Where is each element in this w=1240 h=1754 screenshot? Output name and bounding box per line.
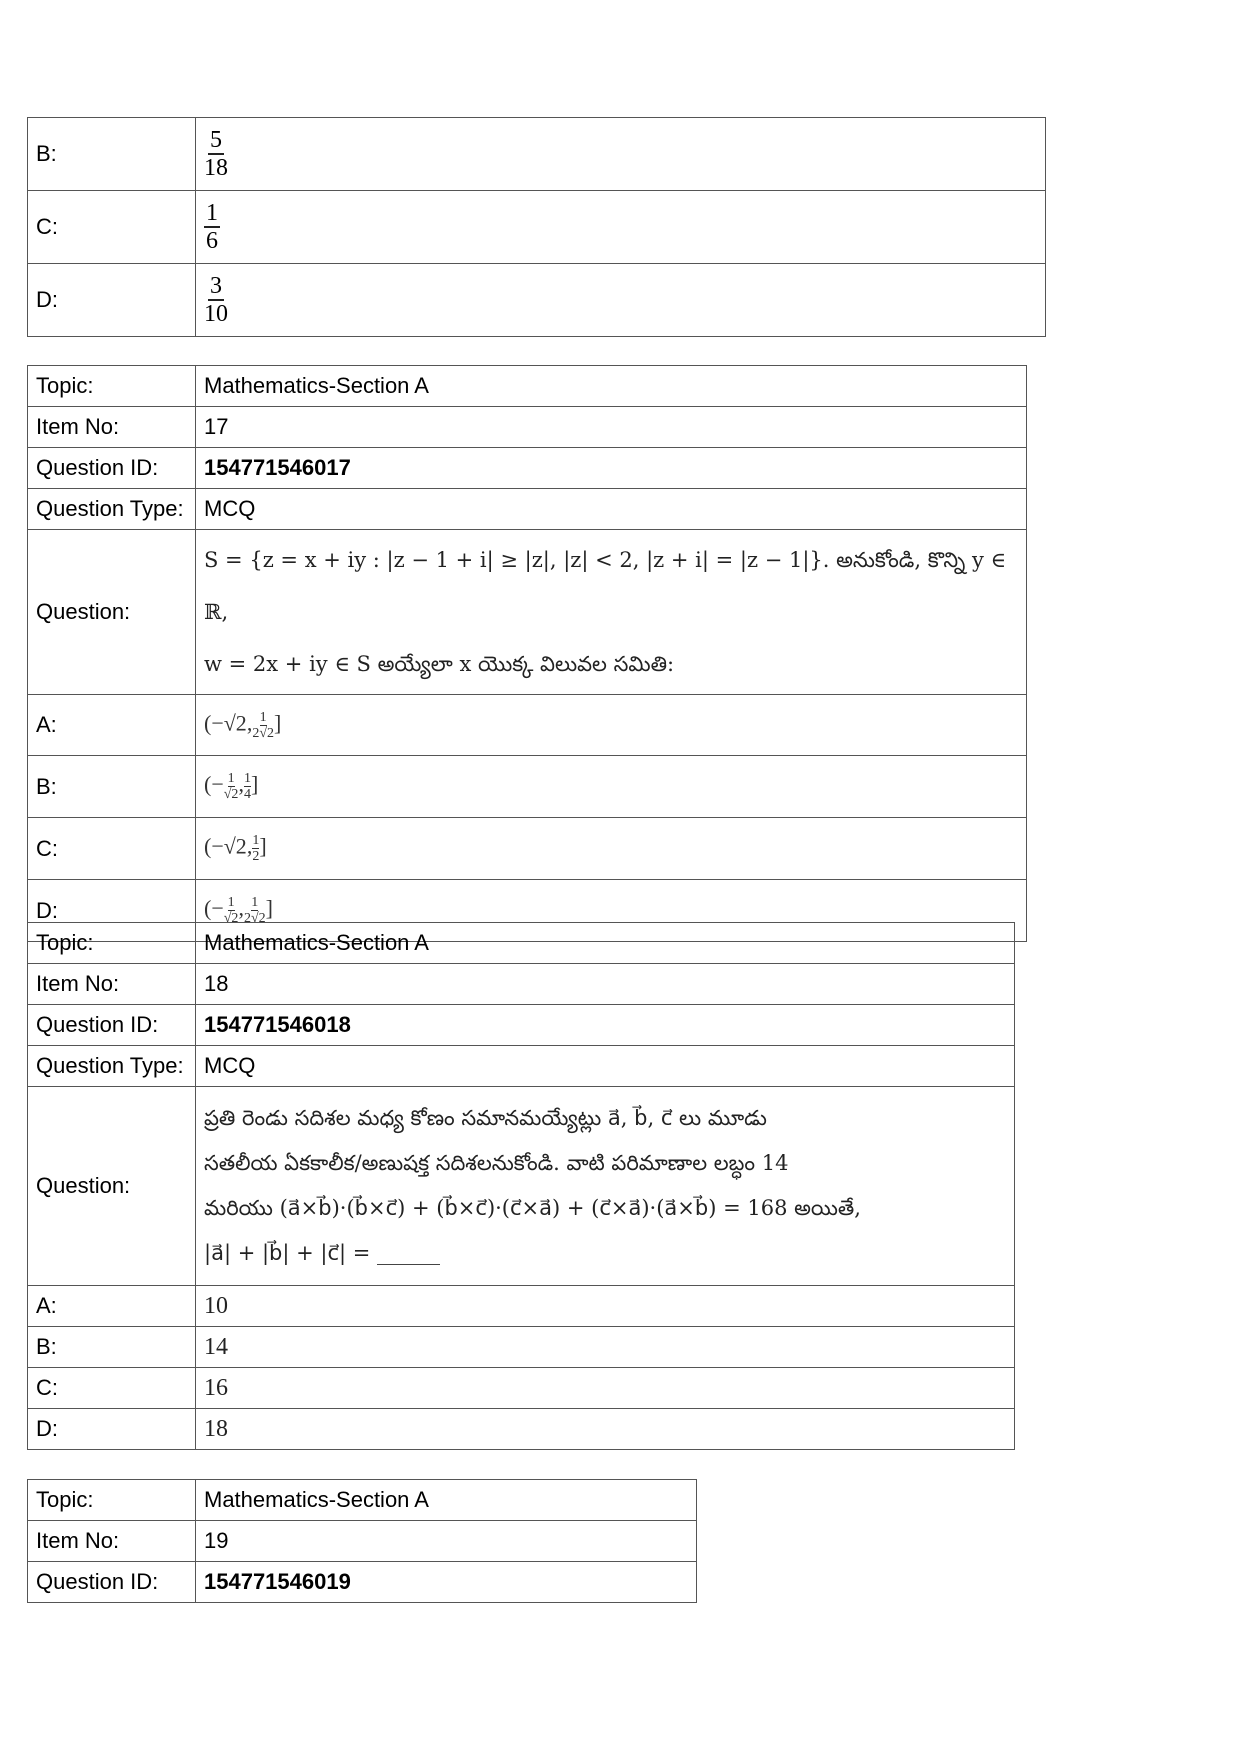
q19-topic-row bbox=[28, 1480, 697, 1521]
item-no-label: Item No: bbox=[28, 407, 196, 448]
q17-option-b-value bbox=[196, 756, 1027, 818]
q17-option-a-value bbox=[196, 695, 1027, 756]
q19-item-no: 19 bbox=[196, 1521, 697, 1562]
q16-option-b-value bbox=[196, 118, 1046, 191]
interval-sep: , bbox=[238, 895, 244, 921]
q18-option-b-row bbox=[28, 1327, 1015, 1368]
q17-option-a-row bbox=[28, 695, 1027, 756]
question-type-label: Question Type: bbox=[28, 489, 196, 530]
q18-question-type: MCQ bbox=[196, 1046, 1015, 1087]
option-c-label: C: bbox=[28, 191, 196, 264]
q18-type-row bbox=[28, 1046, 1015, 1087]
option-d-label: D: bbox=[28, 880, 196, 942]
q18-option-d-row bbox=[28, 1409, 1015, 1450]
q19-topic: Mathematics-Section A bbox=[196, 1480, 697, 1521]
q16-option-c-value bbox=[196, 191, 1046, 264]
q16-option-d-row bbox=[28, 264, 1046, 337]
interval-open: ( bbox=[204, 833, 212, 859]
interval-open: ( bbox=[204, 710, 212, 736]
fraction-denominator: 2 bbox=[252, 849, 260, 864]
question-id-label: Question ID: bbox=[28, 448, 196, 489]
q18-id-row bbox=[28, 1005, 1015, 1046]
fraction bbox=[204, 273, 228, 327]
q18-item-row bbox=[28, 964, 1015, 1005]
question-label: Question: bbox=[28, 530, 196, 695]
q17-item-no: 17 bbox=[196, 407, 1027, 448]
q18-question-id: 154771546018 bbox=[196, 1005, 1015, 1046]
topic-label: Topic: bbox=[28, 1480, 196, 1521]
q17-type-row bbox=[28, 489, 1027, 530]
q17-option-c-row bbox=[28, 818, 1027, 880]
q18-table bbox=[27, 922, 1015, 1450]
fraction-numerator: 3 bbox=[210, 273, 222, 299]
q18-topic: Mathematics-Section A bbox=[196, 923, 1015, 964]
fraction bbox=[252, 710, 274, 741]
q18-question-text bbox=[196, 1087, 1015, 1286]
q16-options-table bbox=[27, 117, 1046, 337]
fraction-numerator: 1 bbox=[259, 709, 267, 725]
q17-table bbox=[27, 365, 1027, 942]
topic-label: Topic: bbox=[28, 923, 196, 964]
q18-item-no: 18 bbox=[196, 964, 1015, 1005]
interval-close: ] bbox=[265, 895, 273, 921]
q17-id-row bbox=[28, 448, 1027, 489]
fraction-denominator: 2√2 bbox=[252, 725, 274, 741]
interval-sep: , bbox=[246, 833, 253, 859]
q18-option-c-value: 16 bbox=[196, 1368, 1015, 1409]
q18-question-line2: సతలీయ ఏకకాలీక/అణుషక్త సదిశలనుకోండి. వాటి పరిమాణాల లబ్ధం 14 bbox=[204, 1151, 789, 1175]
q17-question-id: 154771546017 bbox=[196, 448, 1027, 489]
q18-topic-row bbox=[28, 923, 1015, 964]
q18-question-line4: |a⃗| + |b⃗| + |c⃗| = ______ bbox=[204, 1241, 441, 1265]
q18-question-row bbox=[28, 1087, 1015, 1286]
fraction-denominator: √2 bbox=[223, 911, 239, 926]
fraction-denominator: 10 bbox=[204, 301, 228, 327]
interval-lower: −√2 bbox=[211, 710, 247, 736]
interval-close: ] bbox=[259, 833, 267, 859]
q18-option-b-value: 14 bbox=[196, 1327, 1015, 1368]
option-d-label: D: bbox=[28, 264, 196, 337]
fraction-denominator: 4 bbox=[243, 787, 251, 802]
fraction-numerator: 1 bbox=[252, 833, 260, 848]
fraction-numerator: 5 bbox=[210, 127, 222, 153]
q19-item-row bbox=[28, 1521, 697, 1562]
interval-sign: − bbox=[211, 771, 224, 797]
interval-sep: , bbox=[246, 710, 253, 736]
q17-question-line1: S = {z = x + iy : |z − 1 + i| ≥ |z|, |z| < 2, |z + i| = |z − 1|}. అనుకోండి, కొన్ని y ∈ ℝ, bbox=[204, 548, 1007, 624]
fraction-numerator: 1 bbox=[227, 895, 235, 910]
fraction bbox=[204, 127, 228, 181]
q16-option-b-row bbox=[28, 118, 1046, 191]
option-c-label: C: bbox=[28, 1368, 196, 1409]
q17-topic-row bbox=[28, 366, 1027, 407]
q18-option-a-value: 10 bbox=[196, 1286, 1015, 1327]
q18-question-line3: మరియు (a⃗×b⃗)·(b⃗×c⃗) + (b⃗×c⃗)·(c⃗×a⃗) + (c⃗×a⃗)·(a⃗×b⃗) = 168 అయితే, bbox=[204, 1196, 861, 1220]
item-no-label: Item No: bbox=[28, 964, 196, 1005]
q17-question-text bbox=[196, 530, 1027, 695]
fraction bbox=[224, 771, 239, 802]
fraction-denominator: 2√2 bbox=[243, 911, 266, 926]
topic-label: Topic: bbox=[28, 366, 196, 407]
fraction-numerator: 1 bbox=[243, 771, 251, 786]
q17-question-type: MCQ bbox=[196, 489, 1027, 530]
q18-option-a-row bbox=[28, 1286, 1015, 1327]
question-id-label: Question ID: bbox=[28, 1005, 196, 1046]
q17-topic: Mathematics-Section A bbox=[196, 366, 1027, 407]
q18-option-c-row bbox=[28, 1368, 1015, 1409]
fraction bbox=[204, 200, 220, 254]
q18-question-line1: ప్రతి రెండు సదిశల మధ్య కోణం సమానమయ్యేట్లు a⃗, b⃗, c⃗ లు మూడు bbox=[204, 1106, 767, 1130]
q17-option-c-value bbox=[196, 818, 1027, 880]
option-b-label: B: bbox=[28, 756, 196, 818]
item-no-label: Item No: bbox=[28, 1521, 196, 1562]
interval-open: ( bbox=[204, 895, 212, 921]
question-type-label: Question Type: bbox=[28, 1046, 196, 1087]
option-b-label: B: bbox=[28, 1327, 196, 1368]
fraction-numerator: 1 bbox=[206, 200, 218, 226]
interval-close: ] bbox=[274, 710, 282, 736]
interval-open: ( bbox=[204, 771, 212, 797]
option-d-label: D: bbox=[28, 1409, 196, 1450]
question-id-label: Question ID: bbox=[28, 1562, 196, 1603]
q17-question-line2: w = 2x + iy ∈ S అయ్యేలా x యొక్క విలువల సమితి: bbox=[204, 652, 675, 676]
fraction-denominator: 6 bbox=[206, 228, 218, 254]
q16-option-c-row bbox=[28, 191, 1046, 264]
interval-close: ] bbox=[250, 771, 259, 797]
fraction-denominator: √2 bbox=[223, 787, 239, 802]
interval-sign: − bbox=[211, 895, 224, 921]
fraction-numerator: 1 bbox=[251, 895, 259, 910]
q17-question-row bbox=[28, 530, 1027, 695]
interval-lower: −√2 bbox=[211, 833, 247, 859]
q19-table bbox=[27, 1479, 697, 1603]
q19-question-id: 154771546019 bbox=[196, 1562, 697, 1603]
q17-option-b-row bbox=[28, 756, 1027, 818]
option-b-label: B: bbox=[28, 118, 196, 191]
q19-id-row bbox=[28, 1562, 697, 1603]
q18-option-d-value: 18 bbox=[196, 1409, 1015, 1450]
q16-option-d-value bbox=[196, 264, 1046, 337]
interval-sep: , bbox=[238, 771, 244, 797]
fraction-numerator: 1 bbox=[227, 771, 235, 786]
option-c-label: C: bbox=[28, 818, 196, 880]
option-a-label: A: bbox=[28, 1286, 196, 1327]
q17-item-row bbox=[28, 407, 1027, 448]
option-a-label: A: bbox=[28, 695, 196, 756]
fraction-denominator: 18 bbox=[204, 155, 228, 181]
question-label: Question: bbox=[28, 1087, 196, 1286]
fraction bbox=[244, 771, 251, 802]
